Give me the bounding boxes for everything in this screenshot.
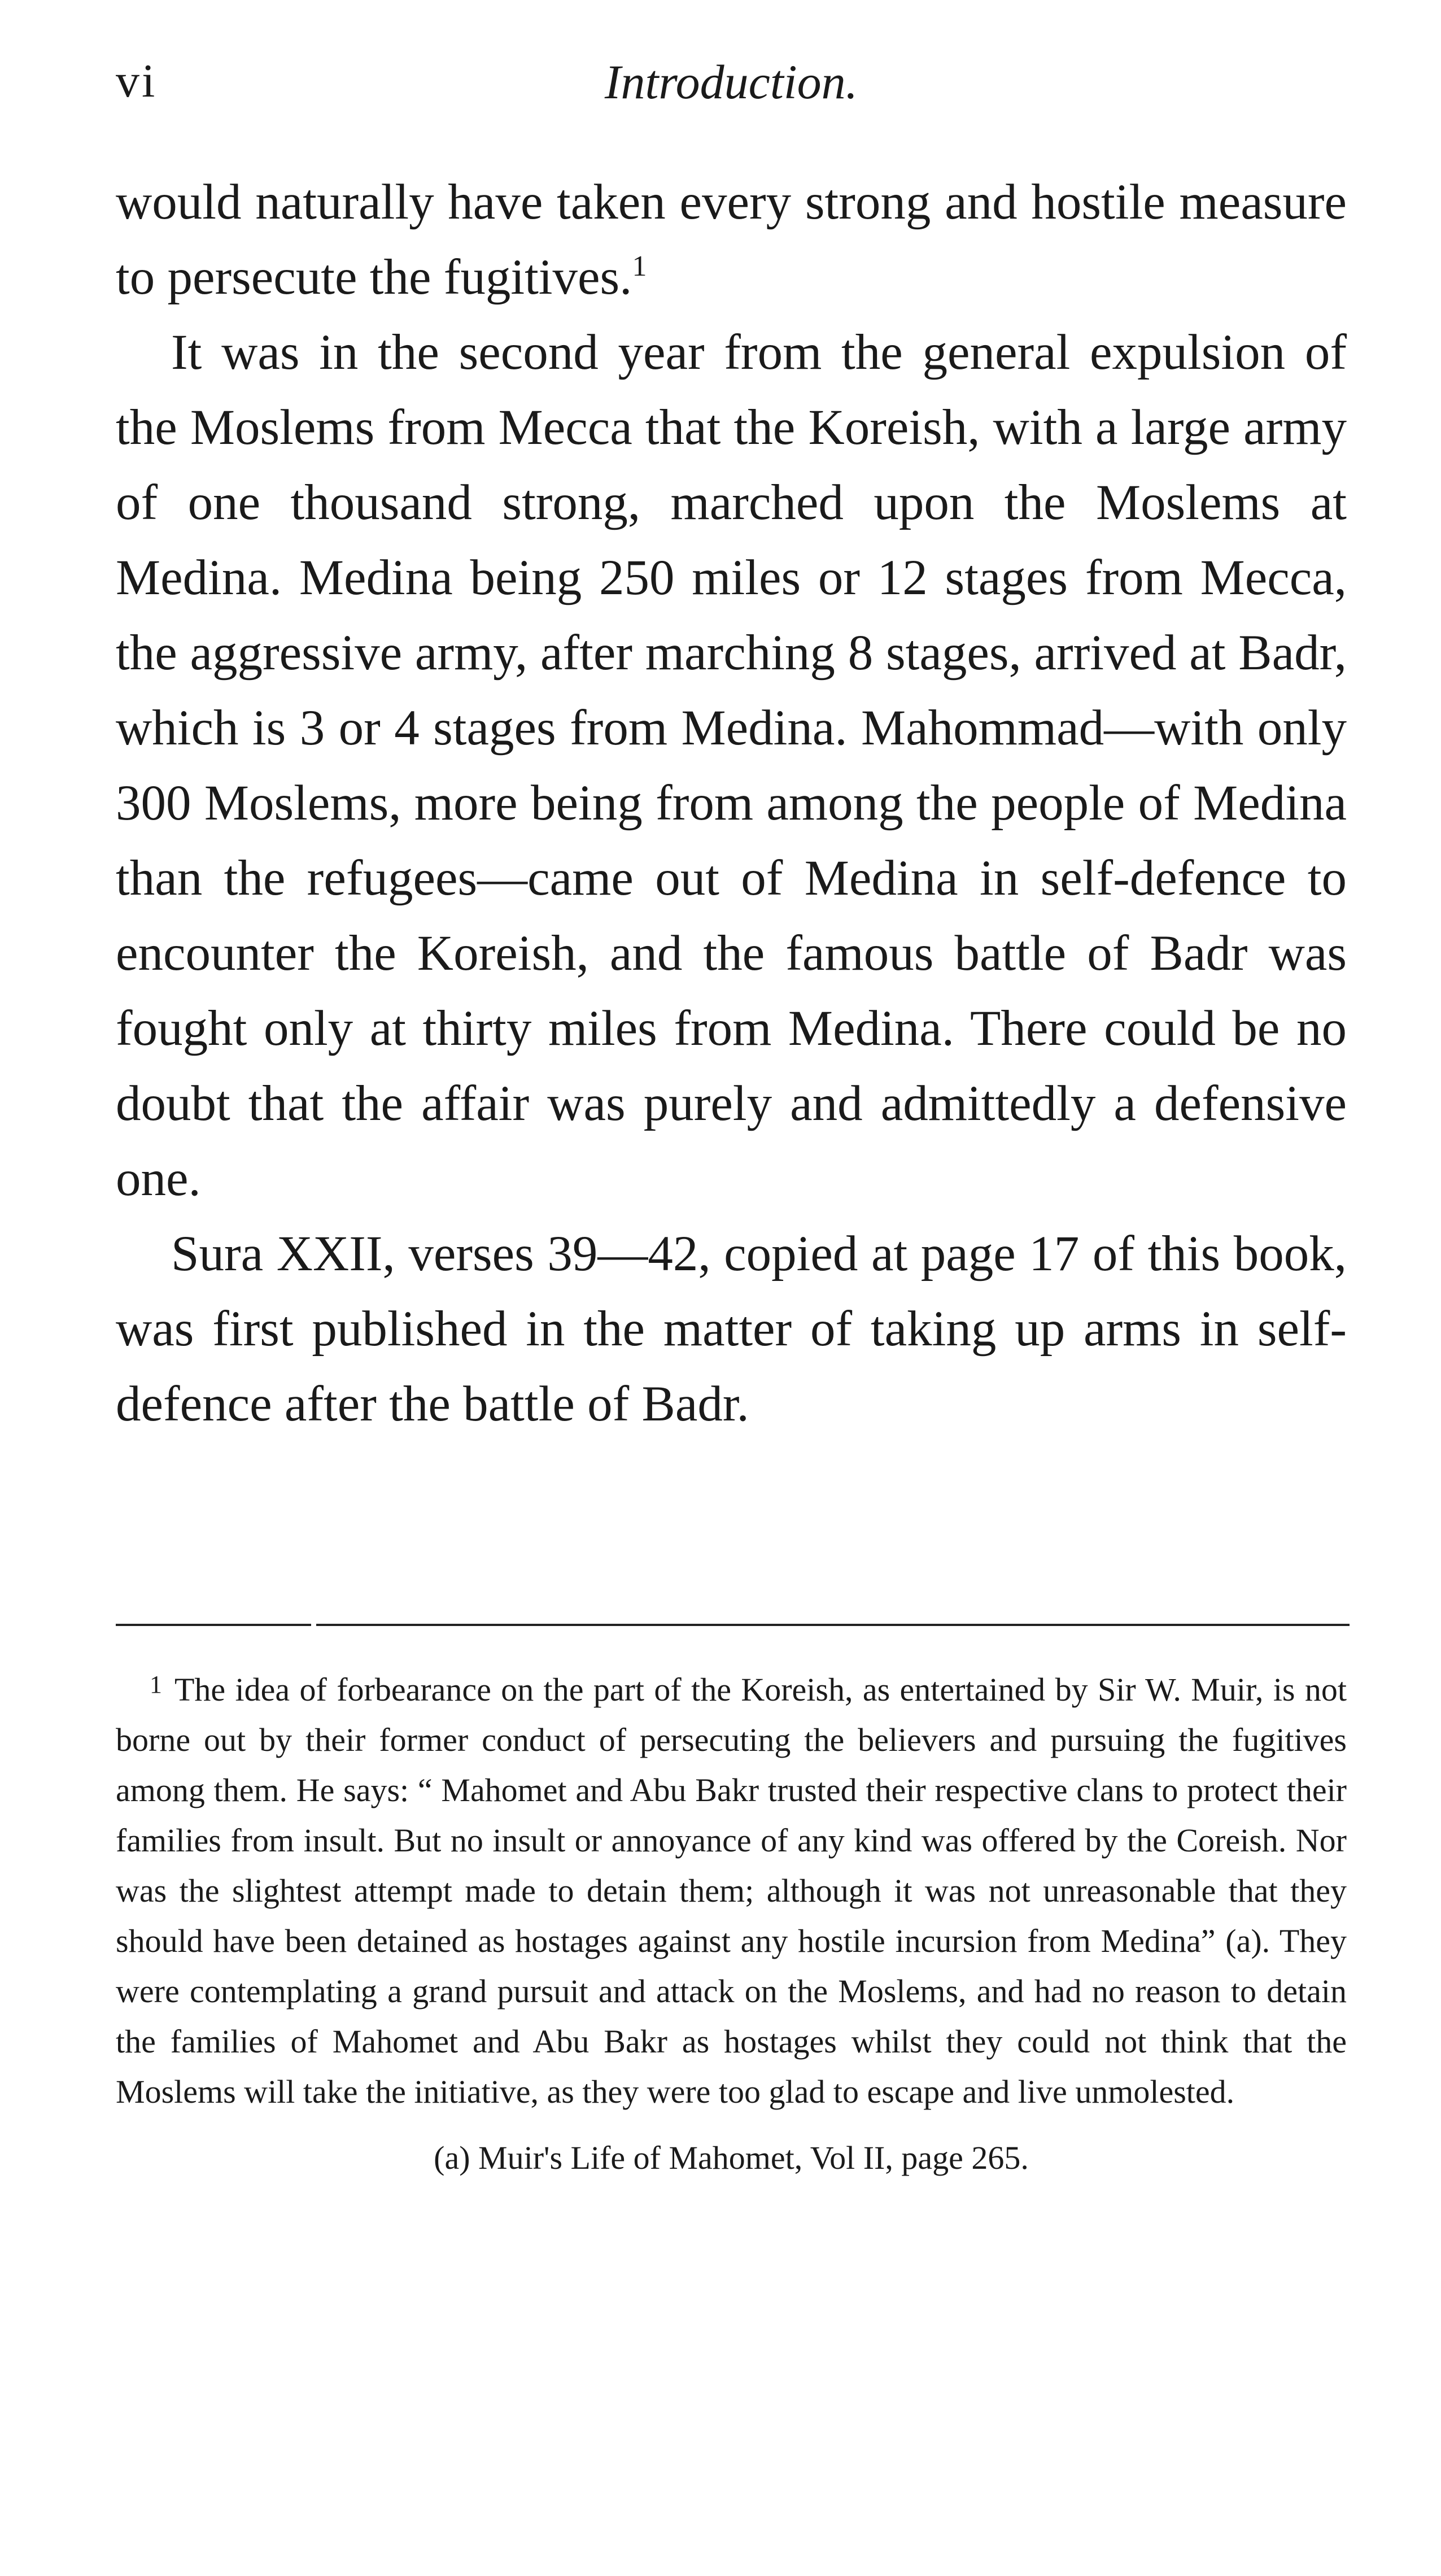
main-text	[116, 165, 1347, 1442]
paragraph-1	[116, 165, 1347, 315]
footnote-reference: 1	[632, 250, 647, 282]
footnote-marker: 1	[150, 1671, 162, 1698]
paragraph-2: It was in the second year from the general expulsion of the Moslems from Mecca that the Koreish, with a large army of one thousand strong, marched upon the Moslems at Medina. Medina being 250 miles or 12 stages from Mecca, the aggressive army, after marching 8 stages, arrived at Badr, which is 3 or 4 stages from Medina. Mahommad—with only 300 Moslems, more being from among the people of Medina than the refugees—came out of Medina in self-defence to encounter the Koreish, and the famous battle of Badr was fought only at thirty miles from Medina. There could be no doubt that the affair was purely and admittedly a defensive one.	[116, 325, 1347, 1206]
paragraph-1-text: would naturally have taken every strong and hostile measure to persecute the fugitives.	[116, 175, 1347, 305]
running-head-title: Introduction.	[604, 55, 858, 109]
footnote-1-text: The idea of forbearance on the part of the Koreish, as entertained by Sir W. Muir, is not borne out by their former conduct of persecuting the believers and pursuing the fugitives among them. He says: “ Mahomet and Abu Bakr trusted their respective clans to protect their families from insult. But no insult or annoyance of any kind was offered by the Coreish. Nor was the slightest attempt made to detain them; although it was not unreasonable that they should have been detained as hostages against any hostile incursion from Medina” (a). They were contemplating a grand pursuit and attack on the Moslems, and had no reason to detain the families of Mahomet and Abu Bakr as hostages whilst they could not think that the Moslems will take the initiative, as they were too glad to escape and live unmolested.	[116, 1671, 1347, 2110]
footnotes	[116, 1659, 1347, 2183]
footnote-source: (a) Muir's Life of Mahomet, Vol II, page 265.	[434, 2139, 1029, 2176]
page-number: vi	[116, 55, 158, 107]
footnote-1	[116, 1659, 1347, 2117]
footnote-rule-long	[316, 1624, 1350, 1626]
running-head	[116, 54, 1347, 116]
paragraph-3: Sura XXII, verses 39—42, copied at page 17 of this book, was first published in the matter of taking up arms in self-defence after the battle of Badr.	[116, 1226, 1347, 1432]
footnote-rule-short	[116, 1624, 311, 1626]
